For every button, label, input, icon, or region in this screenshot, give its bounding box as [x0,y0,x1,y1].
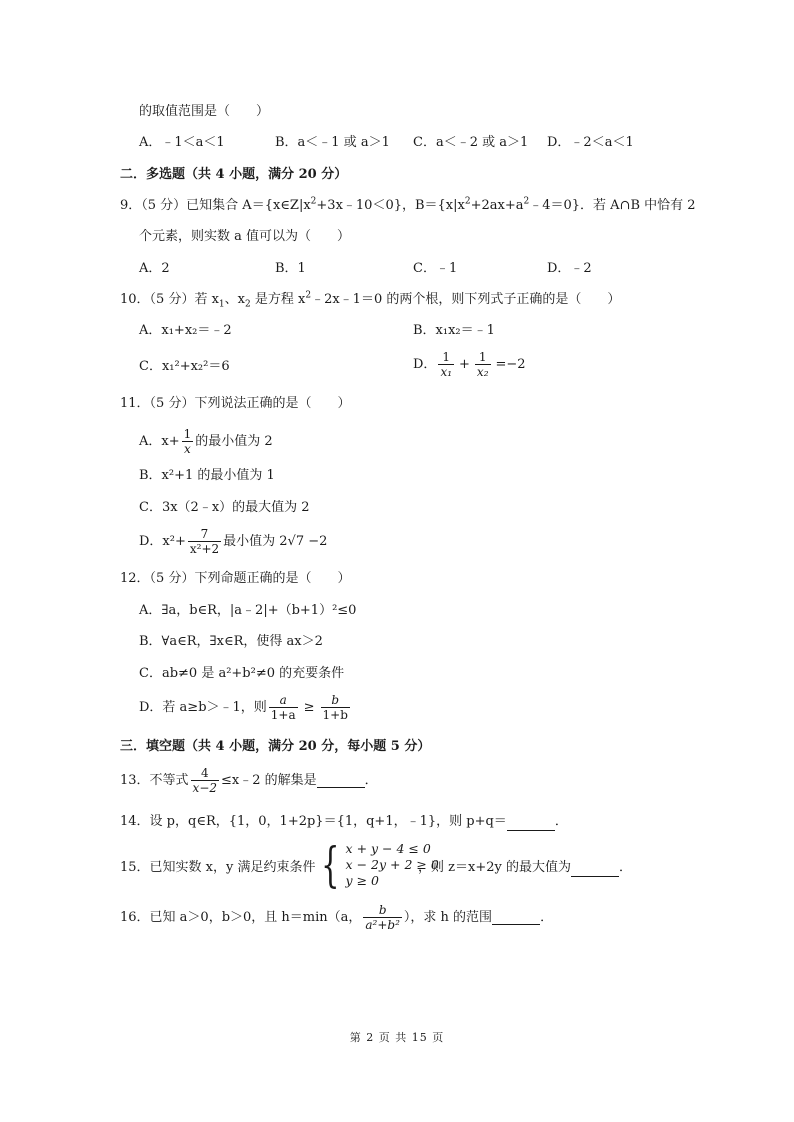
q9-option-d: D．﹣2 [547,261,592,276]
q13: 13．不等式 $\frac{4}{x-2}$ ≤x﹣2 的解集是 ． [120,766,378,795]
q15-constraint-3: y ≥ 0 [345,873,379,888]
section-3-title: 三．填空题（共 4 小题，满分 20 分，每小题 5 分） [120,739,431,754]
q10-option-d: D． $\frac{1}{\text{x₁}}$ + $\frac{1}{\text{x₂}}$ =−2 [413,350,526,379]
left-brace-icon: { [321,837,340,893]
q9-stem-line1: 9．（5 分）已知集合 $A=\{x\in Z|x^2+3x﹣10<0\}$，$B=\{x|x^2+2ax+a^2﹣4=0\}$．若 A∩B 中恰有 2 [120,196,696,213]
q10-stem: 10．（5 分）若 $x_1$、$x_2$ 是方程 $x^2﹣2x﹣1=0$ 的两个根，则下列式子正确的是（ ） [120,290,621,310]
q15-label: 15．已知实数 x，y 满足约束条件 [120,860,316,875]
section-2-title: 二．多选题（共 4 小题，满分 20 分） [120,167,348,182]
q15-tail: ，则 z＝x+2y 的最大值为 ． [418,860,632,875]
q10-option-a: A．x₁+x₂＝﹣2 [139,323,232,338]
q15-answer-blank[interactable] [571,862,619,877]
q15-constraint-2: x − 2y + 2 ≥ 0 [345,857,439,872]
q9-option-c: C．﹣1 [413,261,458,276]
q8-option-b: B．a＜﹣1 或 a＞1 [275,135,390,150]
q10-option-b: B．x₁x₂＝﹣1 [413,323,495,338]
q11-option-d: D．x²+ $\frac{7}{\text{x²+2}}$ 最小值为 2√7 −2 [139,527,328,556]
q9-option-a: A．2 [139,261,170,276]
q10-d-frac2: $\frac{1}{\text{x₂}}$ [476,350,489,379]
q16: 16．已知 a＞0，b＞0，且 h＝min（a， $\frac{b}{\text{a²+b²}}$ ），求 h 的范围 ． [120,903,554,932]
q9-option-b: B．1 [275,261,306,276]
page-footer: 第 2 页 共 15 页 [349,1031,445,1044]
q12-option-d: D．若 a≥b＞﹣1，则 $\frac{a}{1+a}$ ≥ $\frac{b}{1+b}$ [139,693,348,722]
q8-option-c: C．a＜﹣2 或 a＞1 [413,135,529,150]
q11-option-c: C．3x（2﹣x）的最大值为 2 [139,500,310,515]
q15-constraint-1: x + y − 4 ≤ 0 [345,841,431,856]
q8-option-d: D．﹣2＜a＜1 [547,135,634,150]
q8-tail: 的取值范围是（ ） [139,104,270,119]
q11-stem: 11．（5 分）下列说法正确的是（ ） [120,396,351,411]
q10-option-c: C．x₁²+x₂²＝6 [139,359,230,374]
q12-option-c: C．ab≠0 是 a²+b²≠0 的充要条件 [139,666,345,681]
q12-option-a: A．∃a，b∈R，|a﹣2|+（b+1）²≤0 [139,603,357,618]
q10-d-frac1: $\frac{1}{\text{x₁}}$ [440,350,453,379]
q11-option-b: B．x²+1 的最小值为 1 [139,468,275,483]
q12-option-b: B．∀a∈R，∃x∈R，使得 ax＞2 [139,634,323,649]
q13-answer-blank[interactable] [317,773,365,788]
q16-answer-blank[interactable] [492,910,540,925]
q11-option-a: A．x+ $\frac{1}{x}$ 的最小值为 2 [139,427,273,456]
q8-option-a: A．﹣1＜a＜1 [139,135,225,150]
q14: 14．设 p，q∈R，{1，0，1+2p}＝{1，q+1，﹣1}，则 p+q＝ ． [120,814,568,829]
q12-stem: 12．（5 分）下列命题正确的是（ ） [120,571,351,586]
q14-answer-blank[interactable] [507,816,555,831]
q9-stem-line2: 个元素，则实数 a 值可以为（ ） [139,229,351,244]
